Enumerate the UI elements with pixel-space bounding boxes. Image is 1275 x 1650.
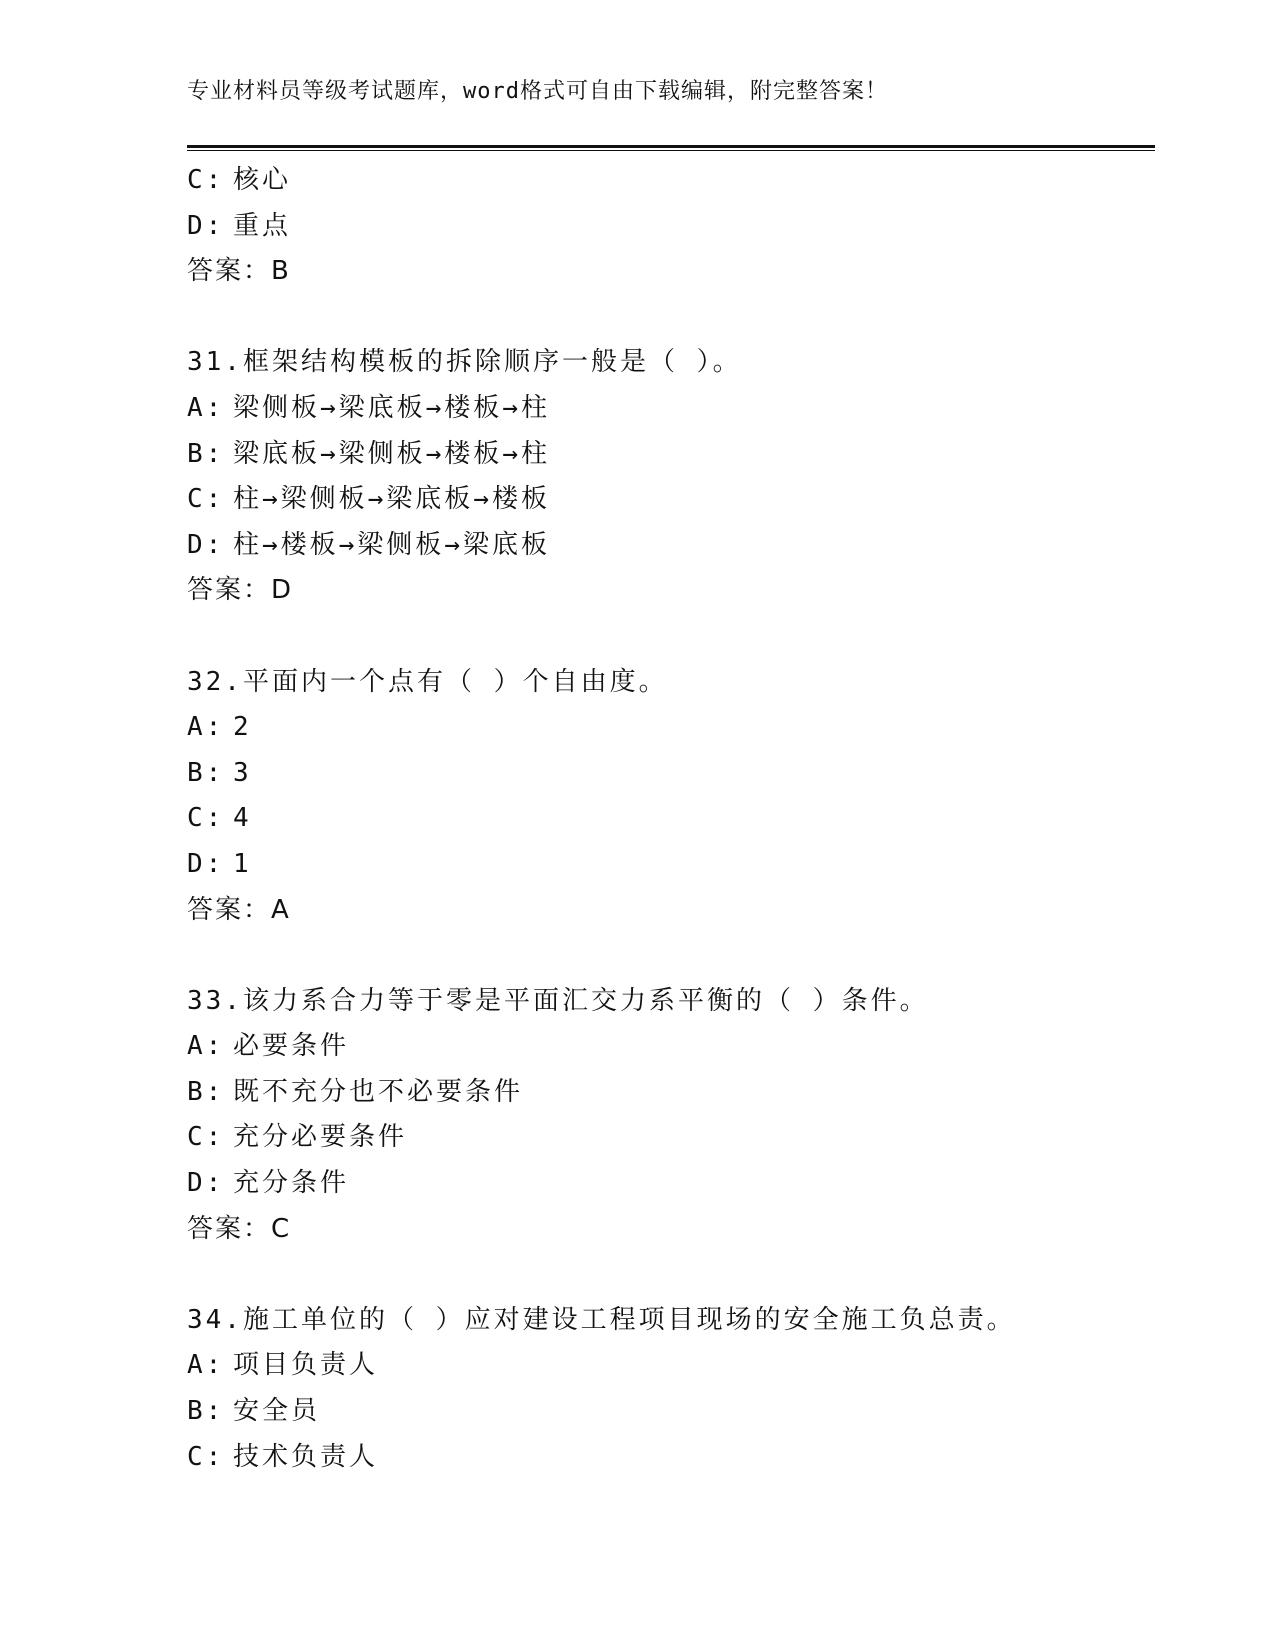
question-stem: 33.该力系合力等于零是平面汇交力系平衡的（ ）条件。 <box>187 985 929 1016</box>
header-rule-thick <box>187 145 1155 148</box>
answer: 答案：A <box>187 894 291 925</box>
question-stem: 32.平面内一个点有（ ）个自由度。 <box>187 666 668 697</box>
question-stem: 34.施工单位的（ ）应对建设工程项目现场的安全施工负总责。 <box>187 1304 1016 1335</box>
option-c: C: 柱→梁侧板→梁底板→楼板 <box>187 484 550 515</box>
option-c: C: 技术负责人 <box>187 1441 379 1472</box>
answer: 答案：B <box>187 256 291 287</box>
option-a: A: 项目负责人 <box>187 1350 379 1381</box>
question-list <box>187 158 1155 1480</box>
option-b: B: 安全员 <box>187 1396 321 1427</box>
header-rule-thin <box>187 150 1155 151</box>
answer: 答案：C <box>187 1213 292 1244</box>
option-b: B: 既不充分也不必要条件 <box>187 1076 524 1107</box>
option-c: C: 核心 <box>187 165 292 195</box>
option-a: A: 2 <box>187 712 252 743</box>
option-b: B: 3 <box>187 757 252 788</box>
option-c: C: 充分必要条件 <box>187 1122 408 1153</box>
option-d: D: 重点 <box>187 210 292 241</box>
question-stem: 31.框架结构模板的拆除顺序一般是（ ）。 <box>187 347 742 378</box>
option-a: A: 必要条件 <box>187 1031 350 1062</box>
option-c: C: 4 <box>187 803 252 834</box>
option-d: D: 充分条件 <box>187 1168 350 1199</box>
option-d: D: 柱→楼板→梁侧板→梁底板 <box>187 529 550 560</box>
answer: 答案：D <box>187 575 294 606</box>
option-a: A: 梁侧板→梁底板→楼板→柱 <box>187 392 550 423</box>
page-header: 专业材料员等级考试题库，word格式可自由下载编辑，附完整答案！ <box>187 79 888 104</box>
option-b: B: 梁底板→梁侧板→楼板→柱 <box>187 438 550 469</box>
option-d: D: 1 <box>187 848 252 879</box>
